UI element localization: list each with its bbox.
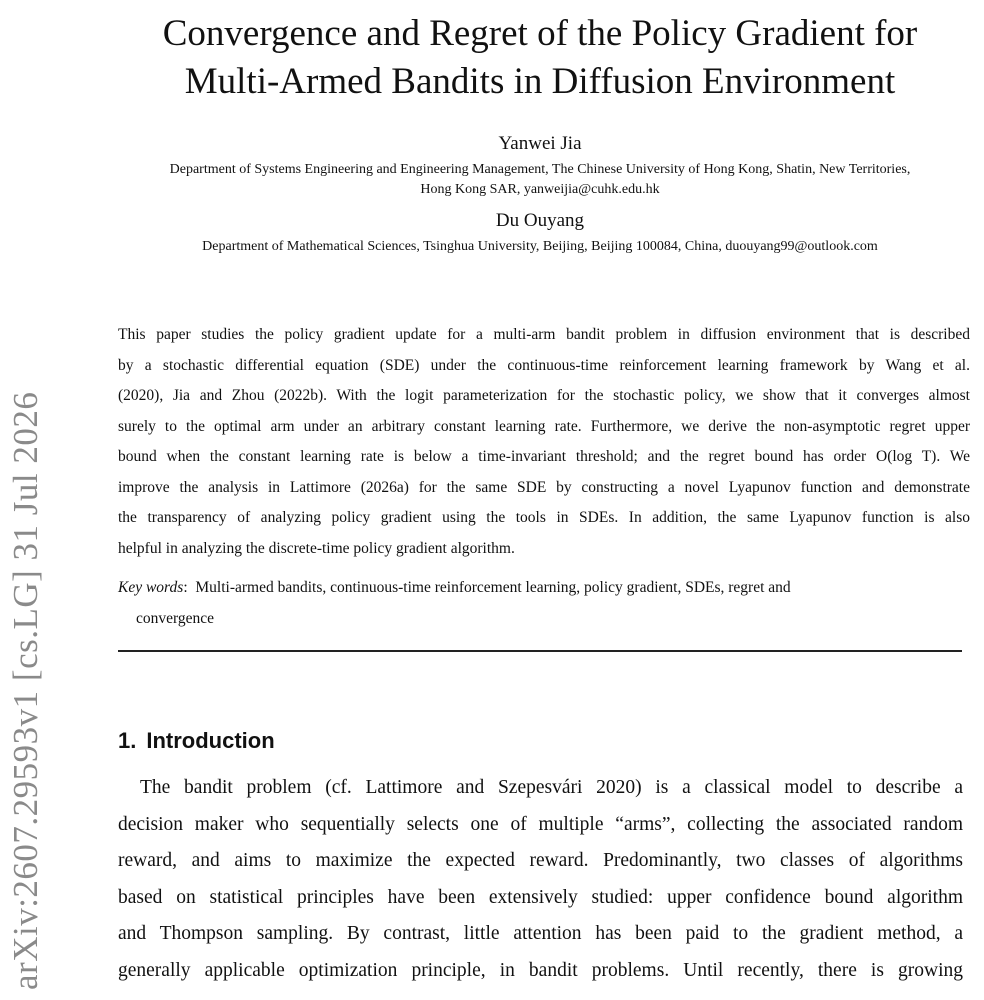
horizontal-rule xyxy=(118,650,962,652)
section-number: 1. xyxy=(118,728,137,753)
abstract-line: surely to the optimal arm under an arbitrary constant learning rate. Furthermore, we derive the non-asymptotic regret upper xyxy=(118,417,970,435)
keywords xyxy=(118,572,970,634)
section-title: Introduction xyxy=(146,728,275,753)
abstract-line: the transparency of analyzing policy gradient using the tools in SDEs. In addition, the same Lyapunov function is also xyxy=(118,509,970,526)
affiliation-line: Department of Mathematical Sciences, Tsinghua University, Beijing, Beijing 100084, China, duouyang99@outlook.com xyxy=(202,239,878,254)
body-line: and Thompson sampling. By contrast, little attention has been paid to the gradient method, a xyxy=(118,923,963,944)
author-affiliation xyxy=(110,160,970,200)
title-line: Convergence and Regret of the Policy Gradient for xyxy=(162,13,918,54)
abstract-line: by a stochastic differential equation (SDE) under the continuous-time reinforcement learning framework by Wang et al. xyxy=(118,356,970,374)
keywords-text: Multi-armed bandits, continuous-time reinforcement learning, policy gradient, SDEs, regret and xyxy=(195,579,791,596)
abstract-line: (2020), Jia and Zhou (2022b). With the logit parameterization for the stochastic policy, we show that it converges almost xyxy=(118,387,970,404)
title-line: Multi-Armed Bandits in Diffusion Environment xyxy=(184,61,896,102)
abstract xyxy=(118,320,970,564)
body-line: based on statistical principles have been extensively studied: upper confidence bound algorithm xyxy=(118,886,963,908)
body-line: generally applicable optimization principle, in bandit problems. Until recently, there is growing xyxy=(118,959,963,981)
author-name: Du Ouyang xyxy=(495,210,585,231)
section-heading xyxy=(118,728,275,754)
abstract-line: This paper studies the policy gradient update for a multi-arm bandit problem in diffusion environment that is described xyxy=(118,326,970,343)
author-name: Yanwei Jia xyxy=(498,133,582,154)
arxiv-identifier-stamp: arXiv:2607.29593v1 [cs.LG] 31 Jul 2026 xyxy=(6,391,45,990)
body-line: reward, and aims to maximize the expected reward. Predominantly, two classes of algorithms xyxy=(118,850,963,871)
abstract-line: improve the analysis in Lattimore (2026a) for the same SDE by constructing a novel Lyapunov function and demonstrate xyxy=(118,478,970,496)
keywords-colon: : xyxy=(183,579,196,596)
body-line: decision maker who sequentially selects one of multiple “arms”, collecting the associated random xyxy=(118,813,963,835)
affiliation-line: Hong Kong SAR, yanweijia@cuhk.edu.hk xyxy=(420,182,660,197)
affiliation-line: Department of Systems Engineering and Engineering Management, The Chinese University of Hong Kong, Shatin, New Territories, xyxy=(169,162,911,177)
body-line: The bandit problem (cf. Lattimore and Szepesvári 2020) is a classical model to describe a xyxy=(140,777,963,798)
abstract-line: helpful in analyzing the discrete-time policy gradient algorithm. xyxy=(118,539,515,557)
keywords-text: convergence xyxy=(136,610,215,627)
keywords-label: Key words xyxy=(118,579,184,596)
paper-title xyxy=(100,10,980,106)
author-affiliation xyxy=(110,237,970,257)
abstract-line: bound when the constant learning rate is below a time-invariant threshold; and the regret bound has order O(log T). We xyxy=(118,448,970,465)
introduction-paragraph xyxy=(118,770,963,989)
